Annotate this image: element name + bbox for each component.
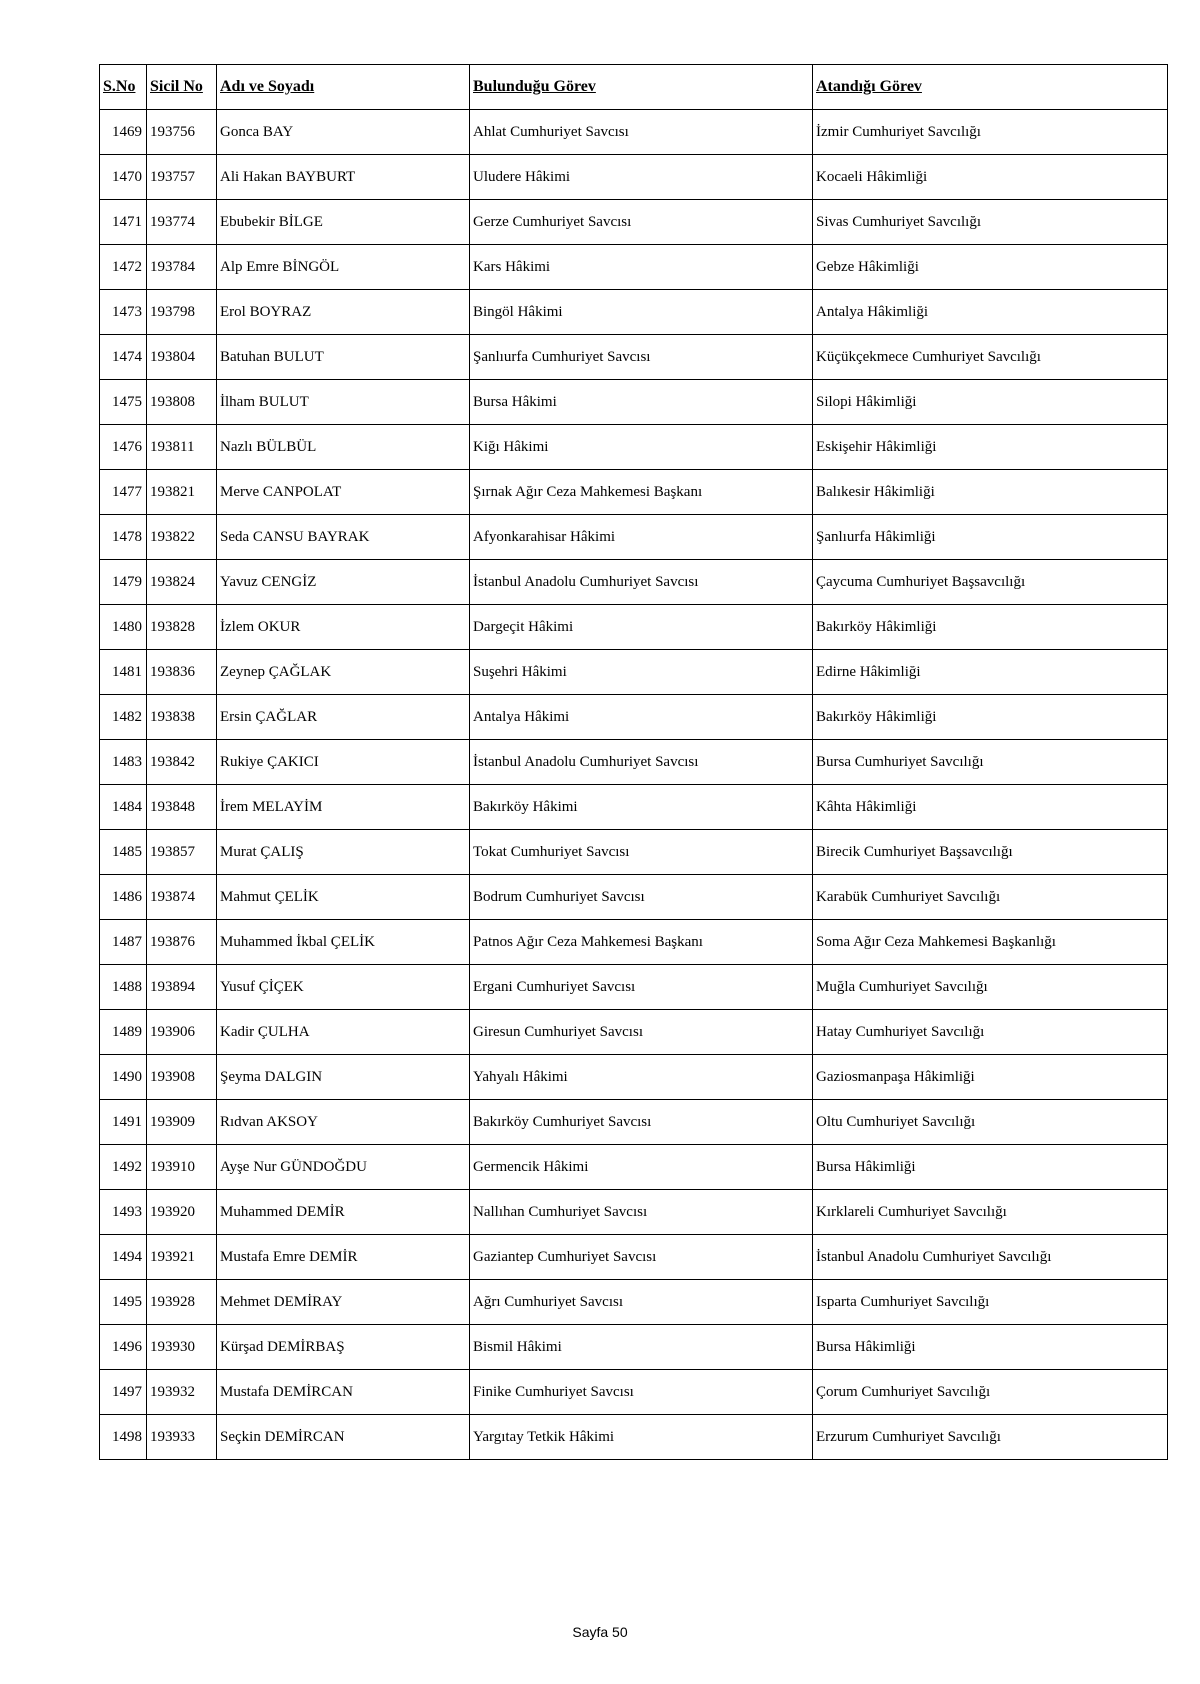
header-current-position: Bulunduğu Görev: [470, 65, 813, 110]
cell-sno: 1476: [100, 425, 147, 470]
cell-sno: 1470: [100, 155, 147, 200]
table-row: [100, 335, 1168, 380]
cell-name: Murat ÇALIŞ: [217, 830, 470, 875]
cell-assigned-position: Muğla Cumhuriyet Savcılığı: [813, 965, 1168, 1010]
cell-sicil-no: 193838: [147, 695, 217, 740]
table-row: [100, 605, 1168, 650]
table-row: [100, 920, 1168, 965]
cell-name: Ersin ÇAĞLAR: [217, 695, 470, 740]
table-row: [100, 695, 1168, 740]
cell-name: Ebubekir BİLGE: [217, 200, 470, 245]
table-body: [100, 110, 1168, 1460]
cell-assigned-position: Çorum Cumhuriyet Savcılığı: [813, 1370, 1168, 1415]
cell-name: Ayşe Nur GÜNDOĞDU: [217, 1145, 470, 1190]
cell-name: Seçkin DEMİRCAN: [217, 1415, 470, 1460]
cell-assigned-position: İzmir Cumhuriyet Savcılığı: [813, 110, 1168, 155]
cell-name: Kadir ÇULHA: [217, 1010, 470, 1055]
cell-sno: 1479: [100, 560, 147, 605]
cell-name: Yavuz CENGİZ: [217, 560, 470, 605]
cell-current-position: Gaziantep Cumhuriyet Savcısı: [470, 1235, 813, 1280]
cell-sno: 1469: [100, 110, 147, 155]
table-row: [100, 380, 1168, 425]
page-number: Sayfa 50: [572, 1624, 628, 1640]
cell-assigned-position: Soma Ağır Ceza Mahkemesi Başkanlığı: [813, 920, 1168, 965]
cell-sno: 1477: [100, 470, 147, 515]
cell-current-position: Şırnak Ağır Ceza Mahkemesi Başkanı: [470, 470, 813, 515]
table-row: [100, 425, 1168, 470]
cell-current-position: Tokat Cumhuriyet Savcısı: [470, 830, 813, 875]
cell-name: Seda CANSU BAYRAK: [217, 515, 470, 560]
table-row: [100, 515, 1168, 560]
cell-assigned-position: Şanlıurfa Hâkimliği: [813, 515, 1168, 560]
table-row: [100, 1145, 1168, 1190]
cell-sno: 1482: [100, 695, 147, 740]
cell-sno: 1471: [100, 200, 147, 245]
cell-name: Muhammed İkbal ÇELİK: [217, 920, 470, 965]
cell-sicil-no: 193910: [147, 1145, 217, 1190]
header-assigned-position: Atandığı Görev: [813, 65, 1168, 110]
cell-current-position: Yargıtay Tetkik Hâkimi: [470, 1415, 813, 1460]
table-row: [100, 110, 1168, 155]
cell-name: Nazlı BÜLBÜL: [217, 425, 470, 470]
cell-name: Rukiye ÇAKICI: [217, 740, 470, 785]
cell-name: İzlem OKUR: [217, 605, 470, 650]
cell-sno: 1490: [100, 1055, 147, 1100]
cell-assigned-position: Bursa Hâkimliği: [813, 1325, 1168, 1370]
cell-sicil-no: 193757: [147, 155, 217, 200]
cell-assigned-position: Gebze Hâkimliği: [813, 245, 1168, 290]
table-row: [100, 830, 1168, 875]
cell-sicil-no: 193932: [147, 1370, 217, 1415]
cell-name: Zeynep ÇAĞLAK: [217, 650, 470, 695]
cell-name: Mustafa DEMİRCAN: [217, 1370, 470, 1415]
cell-assigned-position: Kırklareli Cumhuriyet Savcılığı: [813, 1190, 1168, 1235]
cell-sno: 1485: [100, 830, 147, 875]
cell-assigned-position: Edirne Hâkimliği: [813, 650, 1168, 695]
cell-sicil-no: 193756: [147, 110, 217, 155]
table-row: [100, 1415, 1168, 1460]
cell-current-position: Giresun Cumhuriyet Savcısı: [470, 1010, 813, 1055]
assignment-table: [99, 64, 1168, 1460]
cell-assigned-position: Bursa Cumhuriyet Savcılığı: [813, 740, 1168, 785]
table-row: [100, 1370, 1168, 1415]
cell-sno: 1495: [100, 1280, 147, 1325]
table-row: [100, 740, 1168, 785]
cell-assigned-position: Kocaeli Hâkimliği: [813, 155, 1168, 200]
cell-sicil-no: 193928: [147, 1280, 217, 1325]
cell-sno: 1498: [100, 1415, 147, 1460]
cell-sicil-no: 193908: [147, 1055, 217, 1100]
cell-current-position: Bakırköy Hâkimi: [470, 785, 813, 830]
cell-current-position: Bursa Hâkimi: [470, 380, 813, 425]
cell-sno: 1497: [100, 1370, 147, 1415]
cell-current-position: Uludere Hâkimi: [470, 155, 813, 200]
cell-name: Mehmet DEMİRAY: [217, 1280, 470, 1325]
cell-sno: 1494: [100, 1235, 147, 1280]
cell-sicil-no: 193874: [147, 875, 217, 920]
cell-current-position: Kiğı Hâkimi: [470, 425, 813, 470]
cell-sicil-no: 193848: [147, 785, 217, 830]
cell-sno: 1496: [100, 1325, 147, 1370]
cell-name: Şeyma DALGIN: [217, 1055, 470, 1100]
cell-current-position: Germencik Hâkimi: [470, 1145, 813, 1190]
cell-sno: 1473: [100, 290, 147, 335]
header-name: Adı ve Soyadı: [217, 65, 470, 110]
cell-assigned-position: İstanbul Anadolu Cumhuriyet Savcılığı: [813, 1235, 1168, 1280]
cell-assigned-position: Sivas Cumhuriyet Savcılığı: [813, 200, 1168, 245]
cell-assigned-position: Gaziosmanpaşa Hâkimliği: [813, 1055, 1168, 1100]
cell-assigned-position: Küçükçekmece Cumhuriyet Savcılığı: [813, 335, 1168, 380]
cell-sicil-no: 193909: [147, 1100, 217, 1145]
cell-sno: 1491: [100, 1100, 147, 1145]
cell-assigned-position: Isparta Cumhuriyet Savcılığı: [813, 1280, 1168, 1325]
cell-assigned-position: Antalya Hâkimliği: [813, 290, 1168, 335]
cell-sno: 1472: [100, 245, 147, 290]
cell-current-position: Bodrum Cumhuriyet Savcısı: [470, 875, 813, 920]
cell-current-position: Kars Hâkimi: [470, 245, 813, 290]
header-sno: S.No: [100, 65, 147, 110]
cell-sicil-no: 193894: [147, 965, 217, 1010]
cell-assigned-position: Bursa Hâkimliği: [813, 1145, 1168, 1190]
cell-name: Erol BOYRAZ: [217, 290, 470, 335]
cell-sicil-no: 193824: [147, 560, 217, 605]
cell-sicil-no: 193774: [147, 200, 217, 245]
cell-current-position: Şanlıurfa Cumhuriyet Savcısı: [470, 335, 813, 380]
cell-sno: 1489: [100, 1010, 147, 1055]
cell-name: Merve CANPOLAT: [217, 470, 470, 515]
cell-current-position: Bakırköy Cumhuriyet Savcısı: [470, 1100, 813, 1145]
cell-sicil-no: 193836: [147, 650, 217, 695]
cell-sicil-no: 193822: [147, 515, 217, 560]
cell-sno: 1487: [100, 920, 147, 965]
header-sicil-no: Sicil No: [147, 65, 217, 110]
table-row: [100, 200, 1168, 245]
cell-sno: 1475: [100, 380, 147, 425]
cell-name: Batuhan BULUT: [217, 335, 470, 380]
cell-name: Mahmut ÇELİK: [217, 875, 470, 920]
cell-name: Kürşad DEMİRBAŞ: [217, 1325, 470, 1370]
cell-assigned-position: Bakırköy Hâkimliği: [813, 605, 1168, 650]
table-row: [100, 1190, 1168, 1235]
cell-current-position: İstanbul Anadolu Cumhuriyet Savcısı: [470, 560, 813, 605]
cell-current-position: Ağrı Cumhuriyet Savcısı: [470, 1280, 813, 1325]
cell-name: Muhammed DEMİR: [217, 1190, 470, 1235]
cell-current-position: İstanbul Anadolu Cumhuriyet Savcısı: [470, 740, 813, 785]
cell-assigned-position: Hatay Cumhuriyet Savcılığı: [813, 1010, 1168, 1055]
table-row: [100, 1055, 1168, 1100]
table-row: [100, 470, 1168, 515]
cell-assigned-position: Bakırköy Hâkimliği: [813, 695, 1168, 740]
table-row: [100, 965, 1168, 1010]
cell-sno: 1478: [100, 515, 147, 560]
cell-assigned-position: Oltu Cumhuriyet Savcılığı: [813, 1100, 1168, 1145]
cell-sno: 1483: [100, 740, 147, 785]
table-row: [100, 875, 1168, 920]
cell-assigned-position: Erzurum Cumhuriyet Savcılığı: [813, 1415, 1168, 1460]
cell-current-position: Dargeçit Hâkimi: [470, 605, 813, 650]
table-row: [100, 1235, 1168, 1280]
table-row: [100, 1010, 1168, 1055]
cell-current-position: Bismil Hâkimi: [470, 1325, 813, 1370]
table-row: [100, 245, 1168, 290]
cell-sicil-no: 193808: [147, 380, 217, 425]
cell-current-position: Patnos Ağır Ceza Mahkemesi Başkanı: [470, 920, 813, 965]
cell-assigned-position: Birecik Cumhuriyet Başsavcılığı: [813, 830, 1168, 875]
cell-current-position: Ergani Cumhuriyet Savcısı: [470, 965, 813, 1010]
cell-sno: 1493: [100, 1190, 147, 1235]
table-row: [100, 1100, 1168, 1145]
table-row: [100, 785, 1168, 830]
cell-sicil-no: 193921: [147, 1235, 217, 1280]
cell-name: Ali Hakan BAYBURT: [217, 155, 470, 200]
cell-sno: 1486: [100, 875, 147, 920]
cell-current-position: Nallıhan Cumhuriyet Savcısı: [470, 1190, 813, 1235]
cell-sno: 1492: [100, 1145, 147, 1190]
cell-assigned-position: Silopi Hâkimliği: [813, 380, 1168, 425]
cell-name: Mustafa Emre DEMİR: [217, 1235, 470, 1280]
cell-sno: 1488: [100, 965, 147, 1010]
cell-name: İlham BULUT: [217, 380, 470, 425]
cell-sno: 1481: [100, 650, 147, 695]
cell-sicil-no: 193920: [147, 1190, 217, 1235]
cell-current-position: Yahyalı Hâkimi: [470, 1055, 813, 1100]
cell-sno: 1474: [100, 335, 147, 380]
cell-current-position: Bingöl Hâkimi: [470, 290, 813, 335]
cell-name: Rıdvan AKSOY: [217, 1100, 470, 1145]
cell-current-position: Afyonkarahisar Hâkimi: [470, 515, 813, 560]
cell-sicil-no: 193828: [147, 605, 217, 650]
cell-sicil-no: 193876: [147, 920, 217, 965]
cell-assigned-position: Karabük Cumhuriyet Savcılığı: [813, 875, 1168, 920]
cell-sicil-no: 193811: [147, 425, 217, 470]
table-row: [100, 290, 1168, 335]
cell-sicil-no: 193857: [147, 830, 217, 875]
cell-name: Gonca BAY: [217, 110, 470, 155]
cell-name: İrem MELAYİM: [217, 785, 470, 830]
cell-current-position: Gerze Cumhuriyet Savcısı: [470, 200, 813, 245]
table-row: [100, 1280, 1168, 1325]
cell-current-position: Suşehri Hâkimi: [470, 650, 813, 695]
table-row: [100, 650, 1168, 695]
cell-current-position: Ahlat Cumhuriyet Savcısı: [470, 110, 813, 155]
cell-sicil-no: 193906: [147, 1010, 217, 1055]
table-row: [100, 560, 1168, 605]
table-row: [100, 155, 1168, 200]
cell-current-position: Finike Cumhuriyet Savcısı: [470, 1370, 813, 1415]
cell-assigned-position: Çaycuma Cumhuriyet Başsavcılığı: [813, 560, 1168, 605]
cell-name: Yusuf ÇİÇEK: [217, 965, 470, 1010]
cell-sno: 1484: [100, 785, 147, 830]
cell-sicil-no: 193798: [147, 290, 217, 335]
cell-assigned-position: Eskişehir Hâkimliği: [813, 425, 1168, 470]
cell-sno: 1480: [100, 605, 147, 650]
cell-sicil-no: 193784: [147, 245, 217, 290]
cell-current-position: Antalya Hâkimi: [470, 695, 813, 740]
cell-sicil-no: 193821: [147, 470, 217, 515]
cell-name: Alp Emre BİNGÖL: [217, 245, 470, 290]
cell-assigned-position: Kâhta Hâkimliği: [813, 785, 1168, 830]
table-row: [100, 1325, 1168, 1370]
cell-sicil-no: 193804: [147, 335, 217, 380]
table-header-row: [100, 65, 1168, 110]
cell-sicil-no: 193933: [147, 1415, 217, 1460]
cell-sicil-no: 193930: [147, 1325, 217, 1370]
cell-sicil-no: 193842: [147, 740, 217, 785]
cell-assigned-position: Balıkesir Hâkimliği: [813, 470, 1168, 515]
